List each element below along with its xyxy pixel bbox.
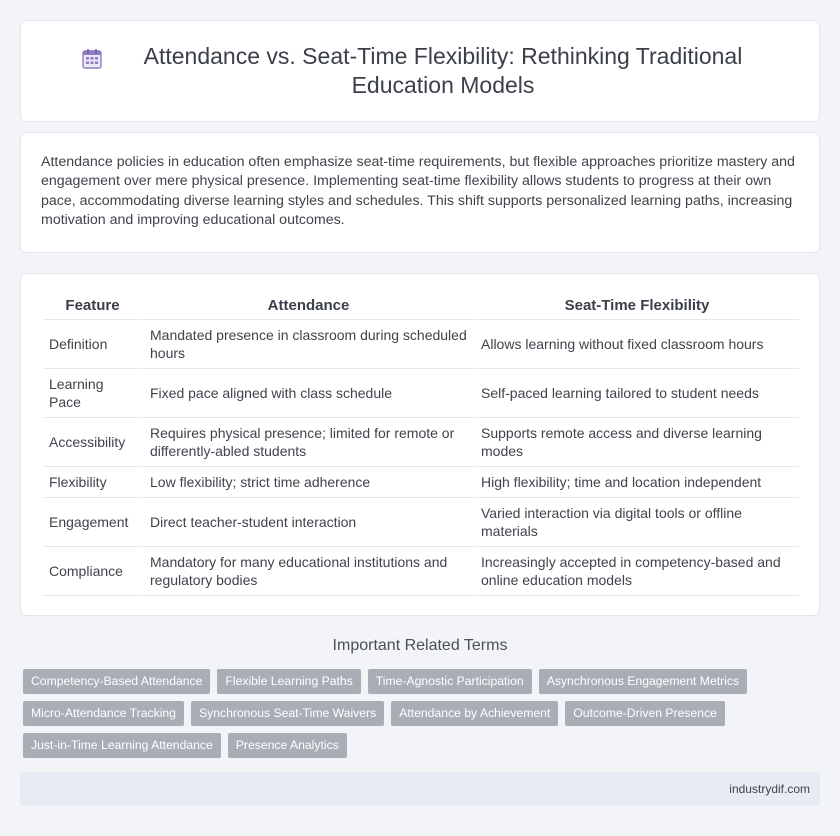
- related-term-tag[interactable]: Presence Analytics: [228, 733, 347, 758]
- comparison-table: [43, 292, 799, 596]
- header-attendance: Attendance: [142, 292, 473, 320]
- header-feature: Feature: [43, 292, 142, 320]
- footer: [20, 772, 820, 806]
- flexibility-cell: Increasingly accepted in competency-based and online education models: [473, 547, 799, 596]
- table-row: [43, 498, 799, 547]
- related-term-tag[interactable]: Attendance by Achievement: [391, 701, 558, 726]
- page-title: Attendance vs. Seat-Time Flexibility: Rethinking Traditional Education Models: [143, 43, 743, 98]
- related-term-tag[interactable]: Synchronous Seat-Time Waivers: [191, 701, 384, 726]
- flexibility-cell: Supports remote access and diverse learning modes: [473, 418, 799, 467]
- attendance-cell: Low flexibility; strict time adherence: [142, 467, 473, 498]
- attendance-cell: Requires physical presence; limited for remote or differently-abled students: [142, 418, 473, 467]
- table-row: [43, 547, 799, 596]
- feature-cell: Accessibility: [43, 418, 142, 467]
- table-header-row: [43, 292, 799, 320]
- related-term-tag[interactable]: Just-in-Time Learning Attendance: [23, 733, 221, 758]
- header-seat-time-flexibility: Seat-Time Flexibility: [473, 292, 799, 320]
- related-terms-list: [23, 669, 823, 765]
- table-row: [43, 369, 799, 418]
- related-term-tag[interactable]: Time-Agnostic Participation: [368, 669, 532, 694]
- table-row: [43, 418, 799, 467]
- related-terms-heading: Important Related Terms: [332, 637, 508, 654]
- title-card: [20, 20, 820, 122]
- table-row: [43, 467, 799, 498]
- feature-cell: Learning Pace: [43, 369, 142, 418]
- attendance-cell: Mandated presence in classroom during scheduled hours: [142, 320, 473, 369]
- flexibility-cell: Varied interaction via digital tools or offline materials: [473, 498, 799, 547]
- intro-card: [20, 132, 820, 253]
- feature-cell: Definition: [43, 320, 142, 369]
- attendance-cell: Direct teacher-student interaction: [142, 498, 473, 547]
- related-term-tag[interactable]: Asynchronous Engagement Metrics: [539, 669, 747, 694]
- flexibility-cell: Self-paced learning tailored to student needs: [473, 369, 799, 418]
- footer-site-link[interactable]: industrydif.com: [729, 782, 810, 796]
- flexibility-cell: Allows learning without fixed classroom hours: [473, 320, 799, 369]
- comparison-table-card: [20, 273, 820, 616]
- related-term-tag[interactable]: Outcome-Driven Presence: [565, 701, 725, 726]
- related-term-tag[interactable]: Micro-Attendance Tracking: [23, 701, 184, 726]
- intro-paragraph: Attendance policies in education often emphasize seat-time requirements, but flexible approaches prioritize mastery and engagement over mere physical presence. Implementing seat-time flexibility allows students to progress at their own pace, accommodating diverse learning styles and schedules. This shift supports personalized learning paths, increasing motivation and improving educational outcomes.: [41, 154, 795, 228]
- feature-cell: Compliance: [43, 547, 142, 596]
- table-row: [43, 320, 799, 369]
- attendance-cell: Fixed pace aligned with class schedule: [142, 369, 473, 418]
- feature-cell: Flexibility: [43, 467, 142, 498]
- flexibility-cell: High flexibility; time and location independent: [473, 467, 799, 498]
- related-term-tag[interactable]: Competency-Based Attendance: [23, 669, 210, 694]
- feature-cell: Engagement: [43, 498, 142, 547]
- related-term-tag[interactable]: Flexible Learning Paths: [217, 669, 360, 694]
- calendar-icon: [81, 48, 103, 70]
- attendance-cell: Mandatory for many educational institutions and regulatory bodies: [142, 547, 473, 596]
